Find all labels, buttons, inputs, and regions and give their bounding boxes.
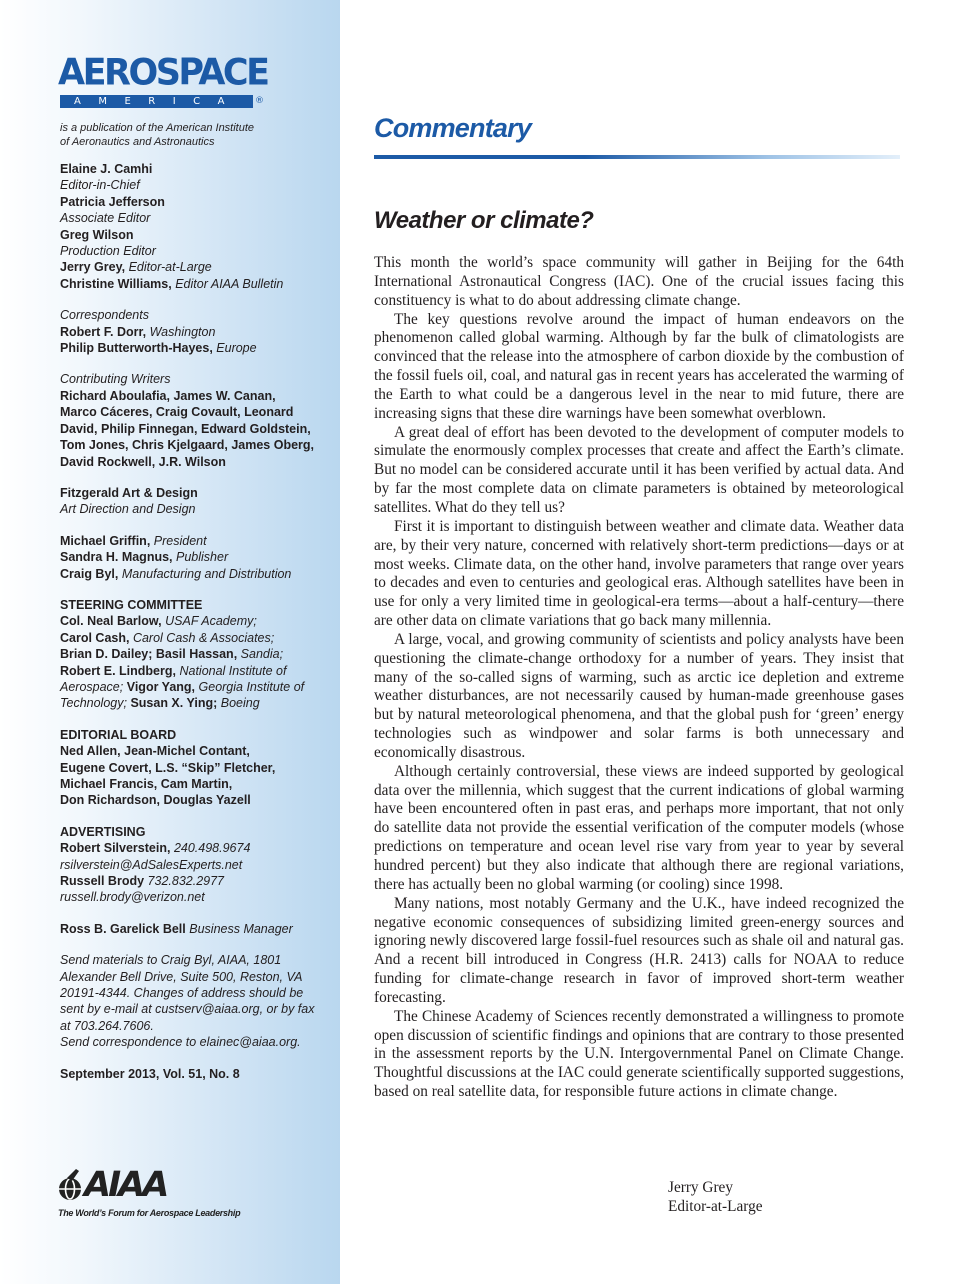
submission-info: Send materials to Craig Byl, AIAA, 1801 Alexander Bell Drive, Suite 500, Reston, VA 20191-4344. Changes of address should be sent by e-mail at custserv@aiaa.org, or by fax at 703.264.7606. Send correspondence to elainec@aiaa.org.: [60, 953, 315, 1050]
section-heading: STEERING COMMITTEE: [60, 597, 203, 612]
email-address: russell.brody@verizon.net: [60, 890, 205, 905]
staff-role: Production Editor: [60, 244, 156, 259]
logo-wordmark: AEROSPACE: [58, 52, 268, 94]
article-paragraph: The Chinese Academy of Sciences recently demonstrated a willingness to promote open discussion of scientific findings and opinions that are contrary to those presented in the assessment reports by the U.N. Intergovernmental Panel on Climate Change. Thoughtful discussions at the IAC could generate scientifically supported suggestions, based on real satellite data, for responsible future actions in climate change.: [374, 1007, 904, 1101]
aiaa-logo: [58, 1165, 258, 1225]
article-body: [374, 254, 904, 1102]
staff-line: Christine Williams, Editor AIAA Bulletin: [60, 276, 284, 291]
section-rule: [374, 155, 900, 159]
signature: [668, 1178, 763, 1216]
article-paragraph: First it is important to distinguish between weather and climate data. Weather data are, by their very nature, concerned with relatively short-term predictions—days or at most weeks. Climate data, on the other hand, involve parameters that range over years to decades and even to centuries and geological eras. Although satellites have been in use for only a very limited time in geological-era terms—about a half-century—there are other data on climate variations that go back many millennia.: [374, 517, 904, 630]
masthead-sidebar: [0, 0, 340, 1284]
article-paragraph: A large, vocal, and growing community of scientists and policy analysts have been questioning the climate-change orthodoxy for a number of years. They insist that many of the so-called signs of warming, such as arctic ice depletion and extreme weather disturbances, are not necessarily caused by human-made greenhouse gases but by natural meteorological phenomena, and that the global push for ‘green’ energy technologies such as windpower and solar farms is both unnecessary and economically disastrous.: [374, 630, 904, 761]
editorial-board: EDITORIAL BOARD Ned Allen, Jean-Michel Contant, Eugene Covert, L.S. “Skip” Fletcher, Michael Francis, Cam Martin, Don Richardson, Douglas Yazell: [60, 727, 332, 809]
article-paragraph: A great deal of effort has been devoted to the development of computer models to simulate the enormously complex processes that create and affect the Earth’s climate. But no model can be considered accurate until it has been verified by actual data. And by far the most complete data on climate parameters is obtained by meteorological satellites. What do they tell us?: [374, 423, 904, 516]
staff-name: Greg Wilson: [60, 227, 134, 242]
logo-subname: AMERICA: [74, 96, 243, 107]
article-paragraph: The key questions revolve around the impact of human endeavors on the phenomenon called global warming. Although by far the bulk of climatologists are convinced that the release into the atmosphere of carbon dioxide by the combustion of the fossil fuels oil, coal, and natural gas in recent years has accelerated the warming of the Earth to what could be a dangerous level in the near to mid future, there are increasing signs that these dire warnings have been somewhat overblown.: [374, 310, 904, 422]
article-headline: Weather or climate?: [374, 207, 594, 234]
section-title: Commentary: [374, 113, 532, 143]
advertising: ADVERTISING Robert Silverstein, 240.498.9674 rsilverstein@AdSalesExperts.net Russell Brody 732.832.2977 russell.brody@verizon.net: [60, 824, 332, 906]
article-paragraph: Many nations, most notably Germany and the U.K., have indeed recognized the negative economic consequences of subsidizing limited green-energy sources and ignoring newly discovered large fossil-fuel resources such as shale oil and natural gas. And a recent bill introduced in Congress (H.R. 2413) calls for NOAA to reduce funding for climate-change research in favor of improved short-term weather forecasting.: [374, 894, 904, 1006]
correspondent-line: Robert F. Dorr, Washington: [60, 324, 216, 339]
staff-name: Patricia Jefferson: [60, 194, 165, 209]
editorial-staff: [60, 161, 332, 292]
article-paragraph: This month the world’s space community will gather in Beijing for the 64th International Astronautical Congress (IAC). One of the crucial issues facing this constituency is what to do about addressing climate change.: [374, 254, 904, 309]
signature-title: Editor-at-Large: [668, 1198, 763, 1215]
staff-line: Jerry Grey, Editor-at-Large: [60, 260, 212, 275]
art-direction: Fitzgerald Art & Design Art Direction and Design: [60, 485, 198, 517]
signature-name: Jerry Grey: [668, 1179, 733, 1196]
aiaa-globe-icon: [58, 1169, 86, 1203]
publication-statement: is a publication of the American Institute of Aeronautics and Astronautics: [60, 122, 255, 148]
aiaa-tagline: The World’s Forum for Aerospace Leadership: [58, 1208, 241, 1218]
correspondents: [60, 307, 332, 356]
staff-role: Associate Editor: [60, 211, 151, 226]
contributing-writers: Contributing Writers Richard Aboulafia, James W. Canan, Marco Cáceres, Craig Covault, Leonard David, Philip Finnegan, Edward Goldstein, Tom Jones, Chris Kjelgaard, James Oberg, David Rockwell, J.R. Wilson: [60, 371, 332, 469]
section-heading: Contributing Writers: [60, 372, 171, 387]
issue-info: September 2013, Vol. 51, No. 8: [60, 1066, 240, 1081]
correspondent-line: Philip Butterworth-Hayes, Europe: [60, 341, 257, 356]
masthead: [60, 122, 332, 1097]
staff-name: Elaine J. Camhi: [60, 162, 153, 176]
article-paragraph: Although certainly controversial, these views are indeed supported by geological data over the millennia, which suggest that the current indications of global warming have been encountered often in past eras, and perhaps more important, that not only do satellite data not provide the essential verification of the computer models (whose predictions on temperature and ocean level rise vary from year to year by several hundred percent) but they also indicate that although there are regional variations, there has actually been no global warming (or cooling) since 1998.: [374, 762, 904, 893]
email-address: rsilverstein@AdSalesExperts.net: [60, 857, 243, 872]
registered-mark: ®: [255, 96, 264, 106]
officers: Michael Griffin, President Sandra H. Magnus, Publisher Craig Byl, Manufacturing and Distribution: [60, 533, 292, 581]
aiaa-wordmark: AIAA: [84, 1165, 167, 1205]
business-manager: Ross B. Garelick Bell Business Manager: [60, 921, 293, 936]
section-heading: ADVERTISING: [60, 824, 146, 839]
section-heading: EDITORIAL BOARD: [60, 727, 177, 742]
staff-role: Editor-in-Chief: [60, 178, 140, 193]
steering-committee: STEERING COMMITTEE Col. Neal Barlow, USAF Academy; Carol Cash, Carol Cash & Associates; Brian D. Dailey; Basil Hassan, Sandia; Robert E. Lindberg, National Institute of Aerospace; Vigor Yang, Georgia Institute of Technology; Susan X. Ying; Boeing: [60, 597, 332, 712]
section-heading: Correspondents: [60, 308, 149, 323]
